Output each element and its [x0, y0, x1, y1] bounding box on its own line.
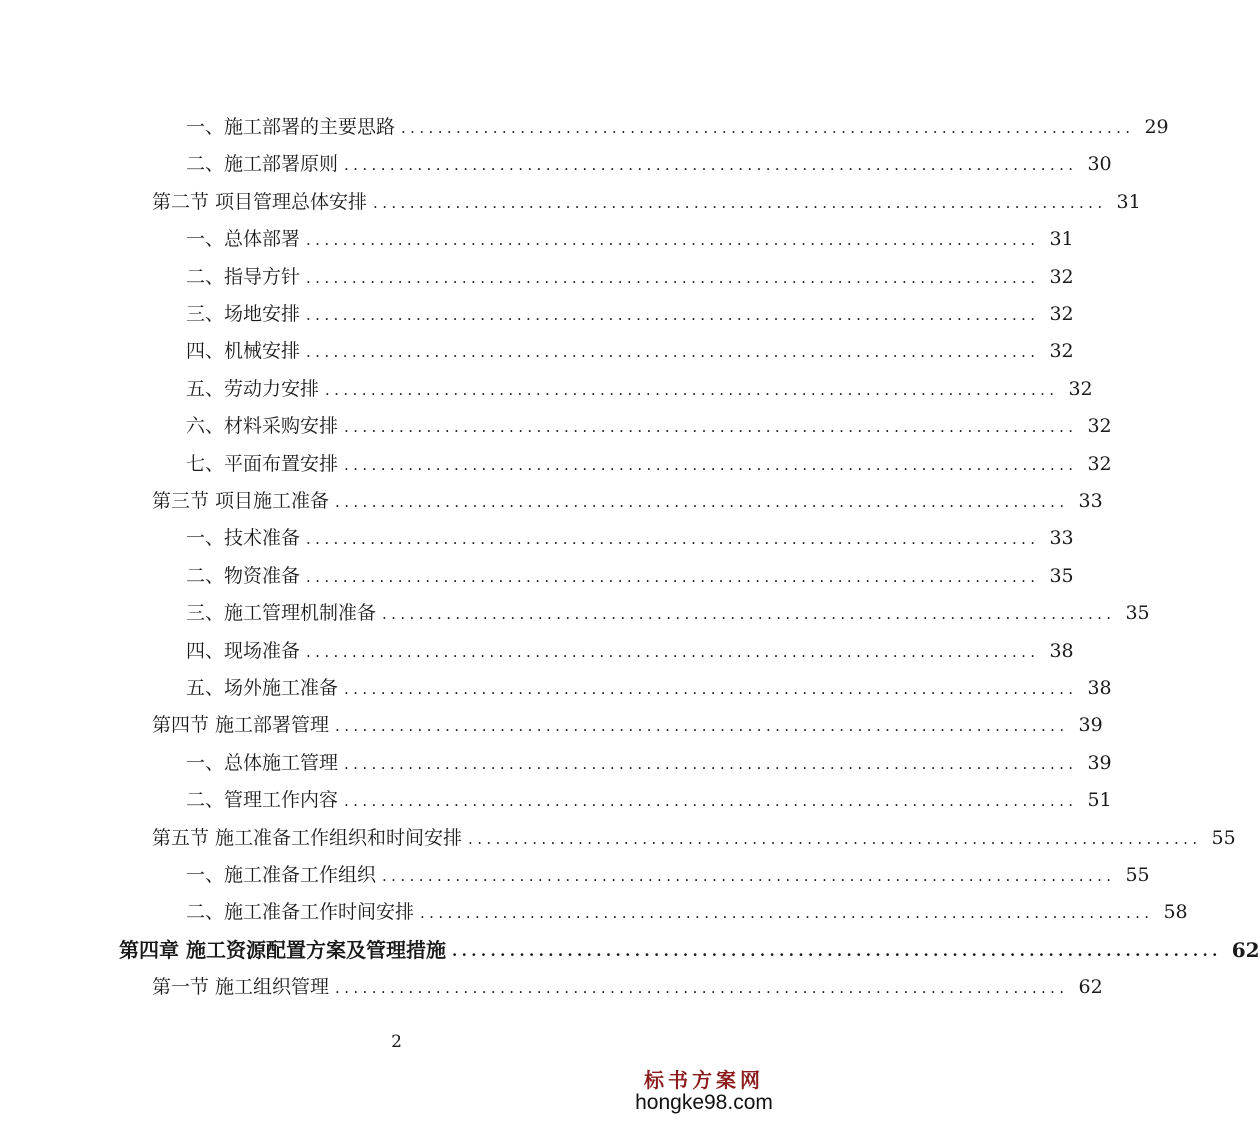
toc-entry-page: 62: [1078, 976, 1103, 999]
toc-leader-dots: ................................................................................: [468, 829, 1202, 848]
toc-leader-dots: ................................................................................: [344, 754, 1078, 773]
toc-item-entry[interactable]: [186, 781, 1112, 812]
toc-leader-dots: ................................................................................: [451, 941, 1222, 960]
toc-item-entry[interactable]: [186, 632, 1074, 662]
toc-entry-page: 31: [1116, 190, 1141, 213]
toc-item-entry[interactable]: [186, 407, 1112, 438]
toc-leader-dots: ................................................................................: [335, 493, 1069, 511]
toc-item-entry[interactable]: [186, 594, 1150, 625]
toc-leader-dots: ................................................................................: [306, 268, 1040, 287]
toc-entry-page: 35: [1125, 602, 1150, 625]
toc-entry-page: 32: [1049, 265, 1074, 288]
toc-entry-page: 38: [1049, 639, 1074, 662]
toc-item-entry[interactable]: [186, 220, 1074, 251]
toc-item-entry[interactable]: [186, 744, 1112, 774]
toc-entry-label: 第五节 施工准备工作组织和时间安排: [152, 826, 463, 849]
toc-entry-label: 五、劳动力安排: [186, 377, 320, 400]
toc-leader-dots: ................................................................................: [344, 418, 1078, 437]
toc-entry-page: 38: [1087, 677, 1112, 699]
watermark-title: 标书方案网: [644, 1068, 764, 1092]
toc-item-entry[interactable]: [186, 893, 1188, 924]
toc-leader-dots: ................................................................................: [420, 904, 1154, 923]
watermark-logo: [629, 1068, 779, 1114]
toc-leader-dots: ................................................................................: [325, 380, 1059, 399]
toc-entry-label: 四、机械安排: [186, 340, 301, 363]
toc-entry-page: 32: [1087, 415, 1112, 438]
toc-leader-dots: ................................................................................: [306, 567, 1040, 586]
toc-entry-label: 二、物资准备: [186, 564, 301, 587]
toc-entry-label: 一、技术准备: [186, 527, 301, 550]
toc-section-entry[interactable]: [152, 968, 1103, 999]
toc-entry-label: 第三节 项目施工准备: [152, 490, 330, 512]
toc-entry-label: 六、材料采购安排: [186, 415, 339, 438]
toc-entry-label: 一、施工准备工作组织: [186, 864, 377, 886]
watermark-url: hongke98.com: [635, 1091, 773, 1114]
toc-item-entry[interactable]: [186, 145, 1112, 176]
toc-entry-page: 55: [1125, 864, 1150, 886]
toc-leader-dots: ................................................................................: [306, 530, 1040, 549]
toc-entry-page: 51: [1087, 789, 1112, 812]
toc-item-entry[interactable]: [186, 557, 1074, 587]
toc-entry-label: 第四章 施工资源配置方案及管理措施: [119, 937, 446, 962]
toc-section-entry[interactable]: [152, 706, 1103, 737]
toc-leader-dots: ................................................................................: [306, 231, 1040, 250]
toc-entry-label: 五、场外施工准备: [186, 677, 339, 699]
toc-entry-page: 58: [1163, 901, 1188, 924]
toc-entry-page: 33: [1078, 490, 1103, 512]
toc-entry-label: 第四节 施工部署管理: [152, 714, 330, 737]
toc-item-entry[interactable]: [186, 295, 1074, 325]
toc-entry-page: 32: [1068, 377, 1093, 400]
toc-entry-page: 62: [1231, 937, 1260, 962]
toc-item-entry[interactable]: [186, 856, 1150, 886]
toc-chapter-entry[interactable]: [119, 931, 1260, 962]
toc-entry-label: 二、指导方针: [186, 265, 301, 288]
toc-section-entry[interactable]: [152, 819, 1236, 849]
toc-leader-dots: ................................................................................: [335, 717, 1069, 736]
toc-leader-dots: ................................................................................: [344, 680, 1078, 698]
toc-leader-dots: ................................................................................: [382, 605, 1116, 624]
toc-entry-page: 32: [1049, 303, 1074, 325]
toc-leader-dots: ................................................................................: [344, 156, 1078, 175]
toc-entry-label: 二、施工准备工作时间安排: [186, 901, 415, 924]
toc-entry-label: 二、管理工作内容: [186, 789, 339, 812]
toc-entry-label: 三、施工管理机制准备: [186, 602, 377, 625]
toc-item-entry[interactable]: [186, 669, 1112, 699]
toc-item-entry[interactable]: [186, 519, 1074, 550]
toc-entry-page: 35: [1049, 564, 1074, 587]
toc-entry-label: 第一节 施工组织管理: [152, 976, 330, 999]
toc-item-entry[interactable]: [186, 332, 1074, 363]
toc-entry-page: 39: [1087, 751, 1112, 774]
toc-entry-label: 一、施工部署的主要思路: [186, 116, 396, 138]
toc-leader-dots: ................................................................................: [306, 642, 1040, 661]
toc-entry-page: 32: [1087, 452, 1112, 475]
toc-entry-page: 39: [1078, 714, 1103, 737]
toc-leader-dots: ................................................................................: [306, 306, 1040, 324]
toc-entry-label: 二、施工部署原则: [186, 153, 339, 176]
page-number: 2: [391, 1032, 402, 1052]
toc-leader-dots: ................................................................................: [306, 343, 1040, 362]
toc-leader-dots: ................................................................................: [373, 193, 1107, 212]
toc-leader-dots: ................................................................................: [344, 792, 1078, 811]
toc-entry-label: 第二节 项目管理总体安排: [152, 190, 368, 213]
toc-leader-dots: ................................................................................: [335, 979, 1069, 998]
toc-entry-page: 55: [1211, 826, 1236, 849]
toc-entry-label: 七、平面布置安排: [186, 452, 339, 475]
toc-item-entry[interactable]: [186, 108, 1169, 138]
toc-entry-page: 33: [1049, 527, 1074, 550]
toc-section-entry[interactable]: [152, 482, 1103, 512]
toc-item-entry[interactable]: [186, 445, 1112, 475]
toc-item-entry[interactable]: [186, 258, 1074, 288]
toc-leader-dots: ................................................................................: [344, 455, 1078, 474]
toc-entry-label: 四、现场准备: [186, 639, 301, 662]
toc-entry-page: 29: [1144, 116, 1169, 138]
toc-entry-label: 一、总体部署: [186, 228, 301, 251]
toc-section-entry[interactable]: [152, 183, 1141, 213]
toc-entry-page: 32: [1049, 340, 1074, 363]
toc-leader-dots: ................................................................................: [401, 119, 1135, 137]
toc-entry-page: 30: [1087, 153, 1112, 176]
toc-entry-page: 31: [1049, 228, 1074, 251]
toc-entry-label: 三、场地安排: [186, 303, 301, 325]
toc-entry-label: 一、总体施工管理: [186, 751, 339, 774]
toc-leader-dots: ................................................................................: [382, 867, 1116, 885]
toc-item-entry[interactable]: [186, 370, 1093, 400]
